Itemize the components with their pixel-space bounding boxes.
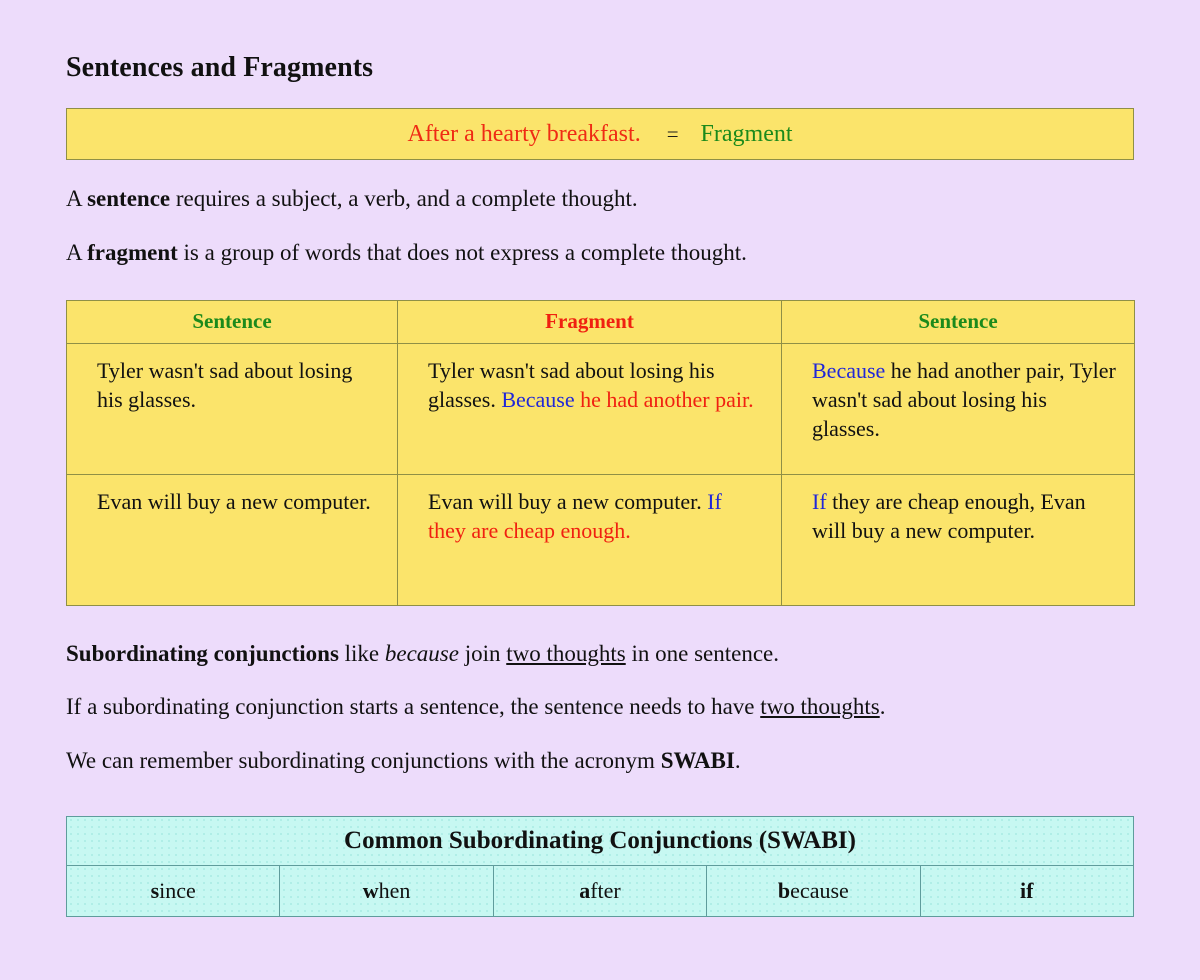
- acronym-swabi: SWABI: [660, 748, 735, 774]
- swabi-word-since: [67, 865, 280, 916]
- cell-text-black: Evan will buy a new computer.: [428, 488, 708, 514]
- cell-text-fragment-part: he had another pair.: [574, 386, 754, 412]
- swabi-word-if: [920, 865, 1133, 916]
- swabi-lead-letter: if: [1020, 877, 1034, 903]
- swabi-word-rest: ince: [159, 877, 196, 903]
- explanation-text: like: [338, 640, 385, 666]
- swabi-word-rest: hen: [378, 877, 411, 903]
- definition-sentence: [66, 185, 1134, 214]
- cell-sentence-left: [67, 343, 398, 474]
- definition-term: sentence: [87, 186, 171, 212]
- swabi-word-rest: ecause: [790, 877, 849, 903]
- cell-fragment: [398, 343, 782, 474]
- definition-rest: requires a subject, a verb, and a complete thought.: [170, 186, 638, 212]
- definition-fragment: [66, 239, 1134, 268]
- definition-lead: A: [66, 186, 88, 212]
- explanation-text: We can remember subordinating conjunctions with the acronym: [66, 748, 661, 774]
- page-title: Sentences and Fragments: [66, 52, 374, 83]
- swabi-lead-letter: b: [777, 877, 791, 903]
- example-phrase: After a hearty breakfast.: [407, 121, 641, 148]
- cell-text-conjunction: If: [707, 488, 722, 514]
- definition-term: fragment: [87, 239, 178, 265]
- table-header-row: [67, 300, 1135, 343]
- cell-text-fragment-part: they are cheap enough.: [428, 517, 631, 543]
- swabi-lead-letter: a: [579, 877, 591, 903]
- swabi-word-because: [707, 865, 920, 916]
- table-row: [67, 343, 1135, 474]
- swabi-table-header: Common Subordinating Conjunctions (SWABI): [67, 816, 1134, 865]
- explanation-text: .: [734, 748, 741, 774]
- swabi-lead-letter: s: [150, 877, 160, 903]
- explanation-italic-example: because: [384, 640, 459, 666]
- swabi-lead-letter: w: [362, 877, 379, 903]
- cell-sentence-right: [782, 474, 1135, 605]
- swabi-word-row: [67, 865, 1134, 916]
- explanation-text: join: [458, 640, 507, 666]
- cell-text-conjunction: Because: [501, 386, 575, 412]
- cell-sentence-right: [782, 343, 1135, 474]
- column-header-fragment: Fragment: [398, 300, 782, 343]
- cell-text-conjunction: Because: [812, 357, 886, 383]
- explanation-line-3: [66, 747, 1134, 776]
- example-equals-sign: =: [666, 122, 679, 147]
- example-label: Fragment: [700, 121, 793, 148]
- cell-sentence-left: [67, 474, 398, 605]
- column-header-sentence-left: Sentence: [67, 300, 398, 343]
- cell-text: Tyler wasn't sad about losing his glasses.: [97, 357, 353, 412]
- swabi-header-row: [67, 816, 1134, 865]
- swabi-word-after: [493, 865, 706, 916]
- example-banner: [66, 108, 1134, 160]
- swabi-word-rest: fter: [590, 877, 621, 903]
- cell-text-conjunction: If: [812, 488, 827, 514]
- cell-text-black: he had another pair, Tyler wasn't sad about losing his glasses.: [812, 357, 1116, 442]
- column-header-sentence-right: Sentence: [782, 300, 1135, 343]
- cell-fragment: [398, 474, 782, 605]
- explanation-text: If a subordinating conjunction starts a sentence, the sentence needs to have: [66, 694, 761, 720]
- explanation-bold-term: Subordinating conjunctions: [66, 640, 339, 666]
- definition-lead: A: [66, 239, 88, 265]
- definition-rest: is a group of words that does not express a complete thought.: [177, 239, 747, 265]
- comparison-table: [66, 300, 1135, 606]
- explanation-text: .: [879, 694, 886, 720]
- explanation-underline-phrase: two thoughts: [506, 640, 626, 666]
- table-row: [67, 474, 1135, 605]
- example-banner-text: [407, 122, 792, 146]
- explanation-text: in one sentence.: [625, 640, 780, 666]
- cell-text: Evan will buy a new computer.: [97, 488, 371, 514]
- explanation-line-2: [66, 693, 1134, 722]
- explanation-line-1: [66, 640, 1134, 669]
- swabi-table: [66, 816, 1134, 917]
- cell-text-black: they are cheap enough, Evan will buy a new computer.: [812, 488, 1086, 543]
- swabi-word-when: [280, 865, 493, 916]
- cell-text-black: Tyler wasn't sad about losing his glasses.: [428, 357, 715, 412]
- explanation-underline-phrase: two thoughts: [760, 694, 880, 720]
